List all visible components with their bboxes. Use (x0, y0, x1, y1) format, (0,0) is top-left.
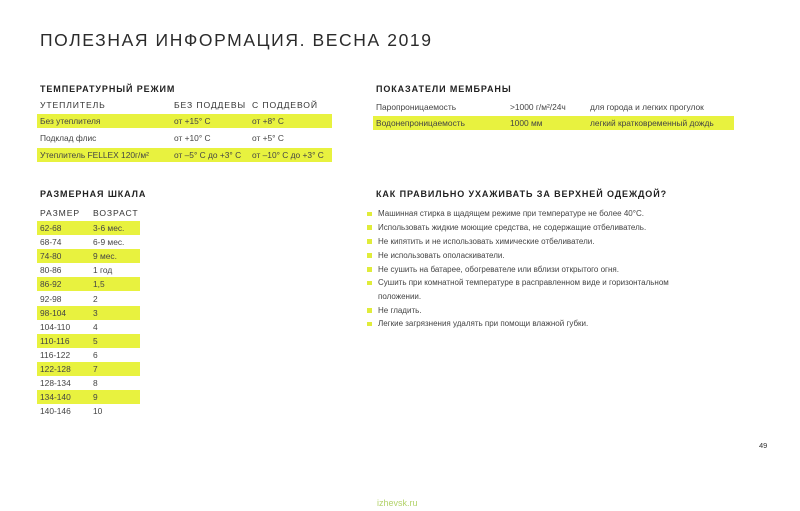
square-bullet-icon (367, 253, 372, 258)
size-row (37, 292, 140, 306)
square-bullet-icon (367, 322, 372, 327)
square-bullet-icon (367, 212, 372, 217)
size-row-cell: 134-140 (40, 392, 71, 403)
size-row (37, 390, 140, 404)
size-row-cell: 74-80 (40, 251, 62, 262)
size-row-cell: 1 год (93, 265, 113, 276)
page-title: ПОЛЕЗНАЯ ИНФОРМАЦИЯ. ВЕСНА 2019 (40, 30, 433, 50)
size-row (37, 348, 140, 362)
membrane-row-cell: Водонепроницаемость (376, 118, 465, 128)
size-row-cell: 92-98 (40, 293, 62, 304)
temperature-row-cell: Без утеплителя (40, 116, 101, 126)
membrane-row-cell: для города и легких прогулок (590, 102, 704, 112)
size-row-cell: 4 (93, 321, 98, 332)
size-row-cell: 3-6 мес. (93, 223, 125, 233)
temperature-header-with-underlayer: С ПОДДЕВОЙ (252, 100, 318, 110)
care-item-text: Не сушить на батарее, обогревателе или вблизи открытого огня. (378, 264, 619, 274)
membrane-row (373, 116, 734, 130)
size-row-cell: 6-9 мес. (93, 237, 125, 248)
size-row (37, 263, 140, 277)
temperature-header-insulation: УТЕПЛИТЕЛЬ (40, 100, 106, 110)
size-row-cell: 86-92 (40, 279, 62, 290)
size-row-cell: 8 (93, 378, 98, 389)
temperature-header-no-underlayer: БЕЗ ПОДДЕВЫ (174, 100, 247, 110)
temperature-row-cell: от +8° С (252, 116, 284, 126)
care-list-item (367, 263, 707, 276)
size-row-cell: 104-110 (40, 321, 71, 332)
membrane-row-cell: 1000 мм (510, 118, 543, 128)
size-row-cell: 116-122 (40, 349, 71, 360)
care-item-text: Не кипятить и не использовать химические отбеливатели. (378, 236, 595, 246)
size-row (37, 306, 140, 320)
size-row-cell: 6 (93, 349, 98, 360)
size-row-cell: 110-116 (40, 335, 70, 346)
care-list-item (367, 304, 707, 317)
care-item-text: Не гладить. (378, 305, 422, 315)
membrane-row (373, 100, 734, 114)
membrane-row-cell: Паропроницаемость (376, 102, 457, 112)
size-row-cell: 10 (93, 406, 103, 417)
size-row (37, 320, 140, 334)
care-list-item (367, 207, 707, 220)
size-row-cell: 5 (93, 335, 98, 346)
temperature-row (37, 114, 332, 128)
temperature-row-cell: от +15° С (174, 116, 211, 126)
square-bullet-icon (367, 267, 372, 272)
square-bullet-icon (367, 308, 372, 313)
care-list-item (367, 249, 707, 262)
size-row (37, 277, 140, 291)
temperature-row-cell: от –10° С до +3° С (252, 150, 324, 160)
temperature-row (37, 131, 332, 145)
temperature-header-row (37, 98, 332, 112)
size-row (37, 249, 140, 263)
page-number: 49 (759, 441, 768, 450)
size-title: РАЗМЕРНАЯ ШКАЛА (40, 189, 147, 199)
care-list-item (367, 221, 707, 234)
temperature-row-cell: от –5° С до +3° С (174, 150, 242, 160)
size-row (37, 362, 140, 376)
temperature-row-cell: Утеплитель FELLEX 120г/м² (40, 150, 149, 160)
care-item-text: Использовать жидкие моющие средства, не содержащие отбеливатель. (378, 222, 647, 232)
size-row-cell: 122-128 (40, 364, 71, 374)
size-row-cell: 62-68 (40, 223, 62, 233)
care-list (367, 207, 707, 331)
care-item-text: Машинная стирка в щадящем режиме при температуре не более 40°С. (378, 209, 644, 218)
temperature-row-cell: Подклад флис (40, 133, 97, 143)
size-row-cell: 1,5 (93, 279, 105, 290)
size-row-cell: 68-74 (40, 237, 62, 248)
temperature-title: ТЕМПЕРАТУРНЫЙ РЕЖИМ (40, 84, 176, 94)
size-header-size: РАЗМЕР (40, 208, 81, 218)
square-bullet-icon (367, 225, 372, 230)
size-row (37, 404, 140, 418)
care-title: КАК ПРАВИЛЬНО УХАЖИВАТЬ ЗА ВЕРХНЕЙ ОДЕЖДОЙ? (376, 189, 667, 199)
size-row-cell: 140-146 (40, 406, 71, 417)
size-header-age: ВОЗРАСТ (93, 208, 139, 218)
size-row-cell: 9 мес. (93, 251, 117, 262)
care-item-text: Сушить при комнатной температуре в расправленном виде и горизонтальном положении. (378, 278, 669, 301)
care-list-item (367, 276, 707, 302)
size-row-cell: 3 (93, 307, 98, 318)
size-row (37, 376, 140, 390)
size-row-cell: 80-86 (40, 265, 62, 276)
size-row-cell: 98-104 (40, 307, 67, 318)
size-header-row (37, 206, 140, 220)
size-row (37, 235, 140, 249)
care-list-item (367, 235, 707, 248)
size-row-cell: 9 (93, 392, 98, 403)
membrane-row-cell: >1000 г/м²/24ч (510, 102, 566, 112)
size-row-cell: 128-134 (40, 378, 71, 389)
square-bullet-icon (367, 239, 372, 244)
temperature-row-cell: от +10° С (174, 133, 211, 143)
care-item-text: Не использовать ополаскиватели. (378, 250, 505, 260)
care-item-text: Легкие загрязнения удалять при помощи влажной губки. (378, 319, 589, 329)
temperature-row-cell: от +5° С (252, 133, 284, 143)
membrane-row-cell: легкий кратковременный дождь (590, 118, 714, 128)
size-row-cell: 7 (93, 364, 98, 374)
square-bullet-icon (367, 281, 372, 286)
temperature-row (37, 148, 332, 162)
size-row (37, 221, 140, 235)
footer-watermark: izhevsk.ru (377, 498, 418, 508)
size-row (37, 334, 140, 348)
care-list-item (367, 317, 707, 330)
size-row-cell: 2 (93, 293, 98, 304)
membrane-title: ПОКАЗАТЕЛИ МЕМБРАНЫ (376, 84, 512, 94)
